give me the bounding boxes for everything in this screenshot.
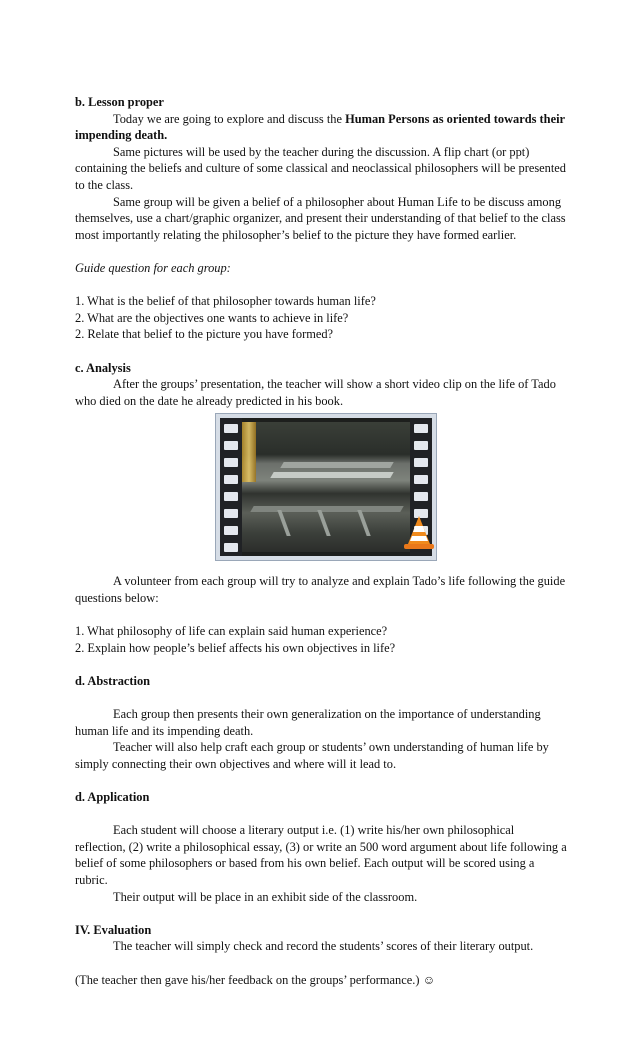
guide-question-3: 2. Relate that belief to the picture you have formed? — [75, 327, 334, 342]
evaluation-heading: IV. Evaluation — [75, 922, 152, 937]
lesson-proper-heading: b. Lesson proper — [75, 95, 164, 109]
analysis-question-1: 1. What philosophy of life can explain said human experience? — [75, 624, 388, 639]
vlc-cone-icon — [402, 514, 436, 552]
document-page — [75, 94, 567, 988]
analysis-heading: c. Analysis — [75, 360, 131, 375]
guide-question-title: Guide question for each group: — [75, 260, 231, 275]
analysis-paragraph-1: After the groups’ presentation, the teacher will show a short video clip on the life of Tado who died on the date he already predicted in his book. — [75, 377, 556, 408]
abstraction-paragraph-1: Each group then presents their own generalization on the importance of understanding human life and its impending death. — [75, 707, 541, 738]
film-strip-left — [220, 418, 242, 556]
vlc-video-thumbnail-icon[interactable] — [215, 413, 437, 561]
analysis-paragraph-2: A volunteer from each group will try to analyze and explain Tado’s life following the guide questions below: — [75, 574, 566, 605]
closing-note: (The teacher then gave his/her feedback on the groups’ performance.) ☺ — [75, 972, 436, 987]
application-paragraph-1: Each student will choose a literary output i.e. (1) write his/her own philosophical reflection, (2) write a philosophical essay, (3) or write an 500 word argument about life following a belief of some philosophers or based from his own belief. Each output will be scored using a rubric. — [75, 823, 567, 887]
video-scene-image — [242, 422, 410, 552]
application-paragraph-2: Their output will be place in an exhibit side of the classroom. — [113, 889, 418, 904]
guide-question-1: 1. What is the belief of that philosopher towards human life? — [75, 294, 376, 309]
lesson-proper-p1-bold: Human Persons as oriented towards their impending death. — [75, 111, 565, 143]
abstraction-paragraph-2: Teacher will also help craft each group or students’ own understanding of human life by simply connecting their own objectives and where will it lead to. — [75, 740, 549, 771]
analysis-question-2: 2. Explain how people’s belief affects his own objectives in life? — [75, 640, 396, 655]
lesson-proper-paragraph-2: Same pictures will be used by the teacher during the discussion. A flip chart (or ppt) containing the beliefs and culture of some classical and neoclassical philosophers will be presented to the class. — [75, 144, 566, 192]
application-heading: d. Application — [75, 790, 150, 804]
lesson-proper-paragraph-3: Same group will be given a belief of a philosopher about Human Life to be discuss among themselves, use a chart/graphic organizer, and present their understanding of that belief to the class most importantly relating the philosopher’s belief to the picture they have formed earlier. — [75, 194, 566, 242]
guide-question-2: 2. What are the objectives one wants to achieve in life? — [75, 310, 349, 325]
lesson-proper-paragraph-1 — [75, 111, 567, 144]
evaluation-paragraph-1: The teacher will simply check and record the students’ scores of their literary output. — [113, 939, 534, 954]
video-frame — [220, 418, 432, 556]
lesson-proper-p1-text: Today we are going to explore and discuss the — [113, 111, 346, 126]
abstraction-heading: d. Abstraction — [75, 673, 151, 688]
